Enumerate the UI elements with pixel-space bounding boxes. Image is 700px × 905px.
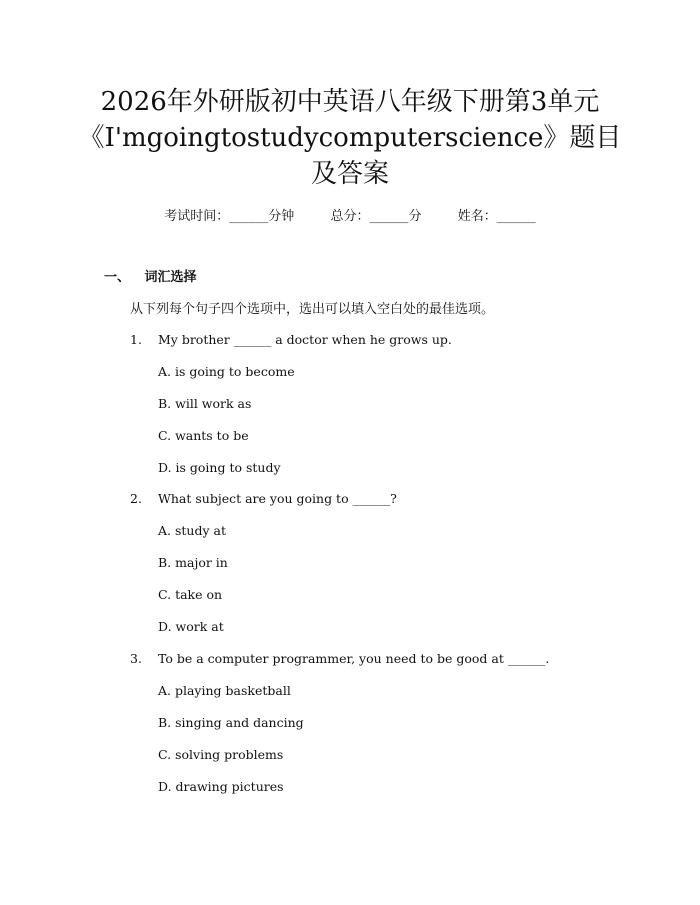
title-line-3: 及答案 [310,159,389,189]
option-1c: C. wants to be [158,428,249,443]
section-instruction: 从下列每个句子四个选项中，选出可以填入空白处的最佳选项。 [130,302,495,317]
option-2b: B. major in [158,555,228,570]
exam-time: 考试时间：______分钟 [164,209,295,224]
question-number: 1. [130,332,142,347]
question-text: What subject are you going to ______? [158,491,397,506]
question-number: 2. [130,491,142,506]
section-heading [104,266,197,285]
section-title: 词汇选择 [144,270,197,285]
section-number: 一、 [104,270,131,285]
option-1b: B. will work as [158,396,252,411]
question-number: 3. [130,651,142,666]
option-3d: D. drawing pictures [158,779,284,794]
option-2a: A. study at [158,523,226,538]
question-3 [130,651,549,666]
question-2 [130,491,397,506]
title-line-2: 《I'mgoingtostudycomputerscience》题目 [78,123,622,153]
option-2c: C. take on [158,587,223,602]
option-3c: C. solving problems [158,747,284,762]
question-1 [130,332,452,347]
title-line-1: 2026年外研版初中英语八年级下册第3单元 [100,87,600,117]
question-text: My brother ______ a doctor when he grows up. [158,332,452,347]
option-3b: B. singing and dancing [158,715,304,730]
option-2d: D. work at [158,619,224,634]
option-1a: A. is going to become [158,364,295,379]
document-title [60,84,640,192]
option-1d: D. is going to study [158,460,281,475]
exam-meta [0,205,700,224]
option-3a: A. playing basketball [158,683,291,698]
exam-score: 总分：______分 [330,209,422,224]
question-text: To be a computer programmer, you need to be good at ______. [158,651,550,666]
exam-name: 姓名：______ [457,209,536,224]
